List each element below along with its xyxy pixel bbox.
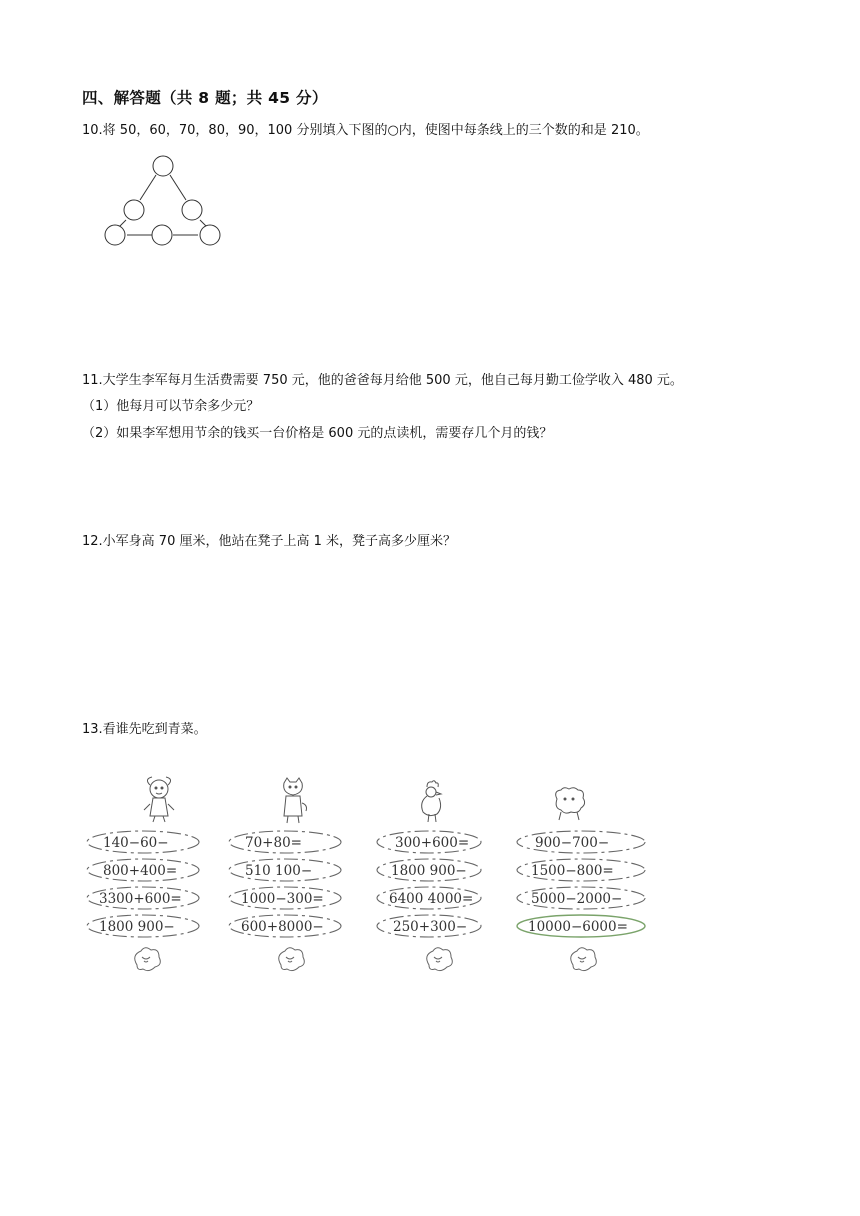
cat-icon (284, 778, 307, 823)
blank-circle (153, 156, 173, 176)
equation: 1800 900− (391, 863, 467, 879)
question-12: 12.小军身高 70 厘米，他站在凳子上高 1 米，凳子高多少厘米？ (82, 534, 457, 549)
blank-circle (124, 200, 144, 220)
equation: 600+8000− (241, 919, 324, 935)
blank-circle (105, 225, 125, 245)
lane-3 (377, 781, 481, 971)
sheep-icon (556, 788, 585, 820)
equation: 140−60− (103, 835, 169, 851)
vegetable-icon (279, 948, 305, 971)
question-11: 11.大学生李军每月生活费需要 750 元，他的爸爸每月给他 500 元，他自己每月勤工俭学收入 480 元。 (82, 373, 683, 388)
lane-4 (517, 788, 645, 971)
question-11-part-2: （2）如果李军想用节余的钱买一台价格是 600 元的点读机，需要存几个月的钱？ (82, 426, 553, 441)
equation: 800+400= (103, 863, 178, 879)
diagram-line (200, 220, 206, 226)
equation: 510 100− (245, 863, 313, 879)
equation: 6400 4000= (389, 891, 474, 907)
equation: 3300+600= (99, 891, 182, 907)
vegetable-icon (427, 948, 453, 971)
triangle-circle-diagram (100, 152, 230, 252)
vegetable-icon (571, 948, 597, 971)
blank-circle (152, 225, 172, 245)
equation: 300+600= (395, 835, 470, 851)
equation: 70+80= (245, 835, 302, 851)
equation: 1800 900− (99, 919, 175, 935)
question-10: 10.将 50，60，70，80，90，100 分别填入下图的○内，使图中每条线上的三个数的和是 210。 (82, 123, 649, 138)
race-to-vegetable-illustration (85, 775, 665, 985)
blank-circle (182, 200, 202, 220)
lane-2 (229, 778, 341, 971)
equation: 1500−800= (531, 863, 614, 879)
blank-circle (200, 225, 220, 245)
equation: 5000−2000− (531, 891, 623, 907)
lane-1 (87, 777, 199, 971)
equation: 1000−300= (241, 891, 324, 907)
dog-icon (144, 777, 174, 822)
vegetable-icon (135, 948, 161, 971)
rooster-icon (422, 781, 441, 822)
question-11-part-1: （1）他每月可以节余多少元？ (82, 399, 260, 414)
equation: 900−700− (535, 835, 610, 851)
equation: 10000−6000= (528, 919, 628, 935)
diagram-line (170, 175, 186, 200)
section-title: 四、解答题（共 8 题；共 45 分） (82, 89, 328, 107)
equation: 250+300− (393, 919, 468, 935)
diagram-line (140, 175, 156, 200)
question-13: 13.看谁先吃到青菜。 (82, 722, 207, 737)
